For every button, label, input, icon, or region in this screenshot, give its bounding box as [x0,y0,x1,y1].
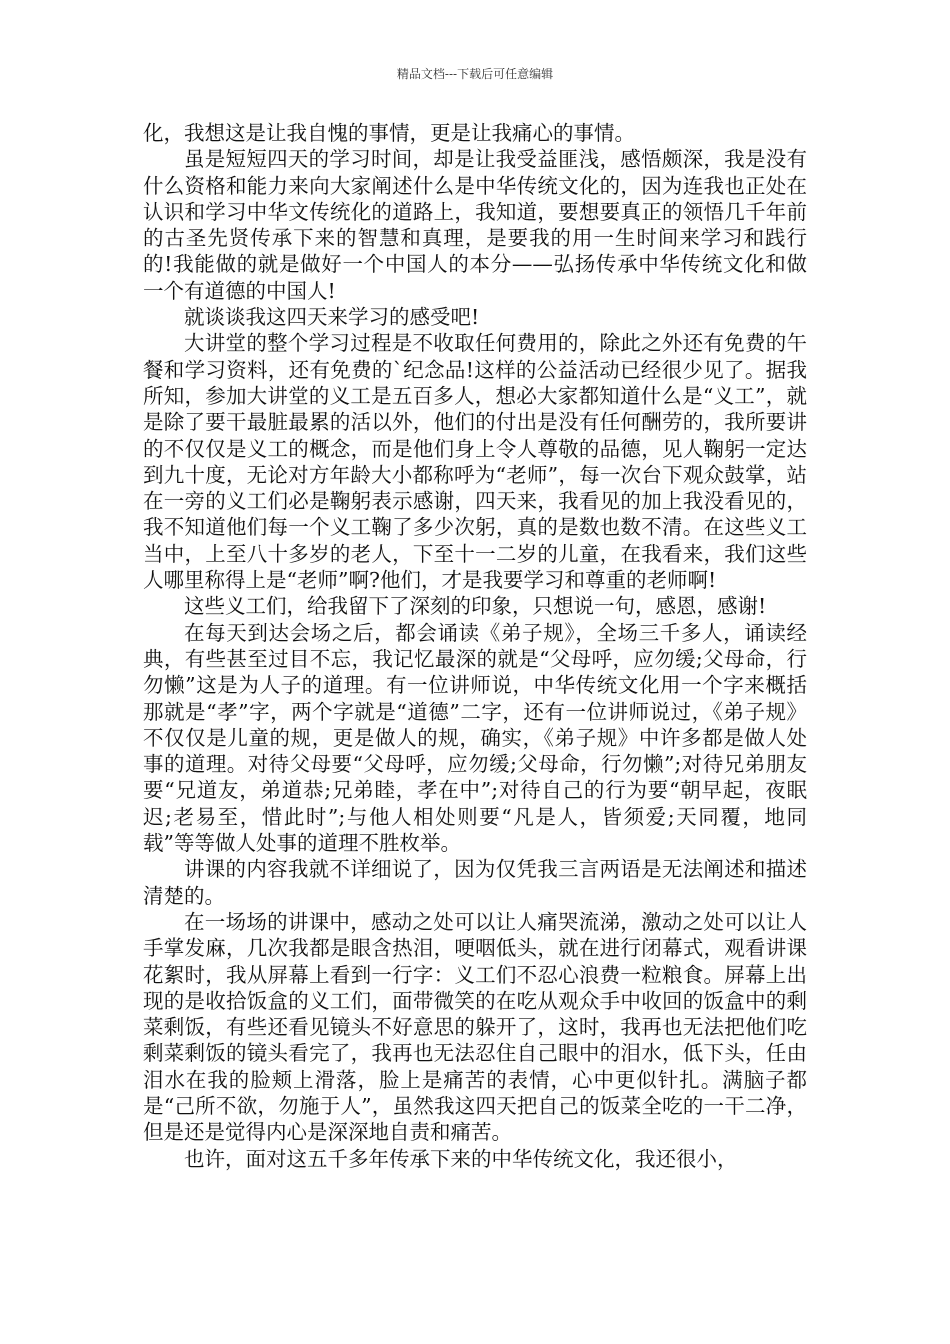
paragraph: 在一场场的讲课中，感动之处可以让人痛哭流涕，激动之处可以让人手掌发麻，几次我都是眼含热泪，哽咽低头，就在进行闭幕式，观看讲课花絮时，我从屏幕上看到一行字：义工们不忍心浪费一粒粮食。屏幕上出现的是收拾饭盒的义工们，面带微笑的在吃从观众手中收回的饭盒中的剩菜剩饭，有些还看见镜头不好意思的躲开了，这时，我再也无法把他们吃剩菜剩饭的镜头看完了，我再也无法忍住自己眼中的泪水，低下头，任由泪水在我的脸颊上滑落，脸上是痛苦的表情，心中更似针扎。满脑子都是“己所不欲，勿施于人”，虽然我这四天把自己的饭菜全吃的一干二净，但是还是觉得内心是深深地自责和痛苦。 [143,909,807,1145]
paragraph-continuation: 化，我想这是让我自愧的事情，更是让我痛心的事情。 [143,121,635,145]
paragraph: 虽是短短四天的学习时间，却是让我受益匪浅，感悟颇深，我是没有什么资格和能力来向大家阐述什么是中华传统文化的，因为连我也正处在认识和学习中华文传统化的道路上，我知道，要想要真正的领悟几千年前的古圣先贤传承下来的智慧和真理，是要我的用一生时间来学习和践行的!我能做的就是做好一个中国人的本分——弘扬传承中华传统文化和做一个有道德的中国人! [143,147,807,303]
paragraph: 讲课的内容我就不详细说了，因为仅凭我三言两语是无法阐述和描述清楚的。 [143,857,807,908]
paragraph: 这些义工们，给我留下了深刻的印象，只想说一句，感恩，感谢! [184,594,767,619]
paragraph: 也许，面对这五千多年传承下来的中华传统文化，我还很小， [184,1146,738,1171]
document-body [143,120,807,1172]
page-header: 精品文档---下载后可任意编辑 [396,67,554,81]
paragraph: 在每天到达会场之后，都会诵读《弟子规》，全场三千多人，诵读经典，有些甚至过目不忘，我记忆最深的就是“父母呼，应勿缓;父母命，行勿懒”这是为人子的道理。有一位讲师说，中华传统文化用一个字来概括那就是“孝”字，两个字就是“道德”二字，还有一位讲师说过，《弟子规》不仅仅是儿童的规，更是做人的规，确实，《弟子规》中许多都是做人处事的道理。对待父母要“父母呼，应勿缓;父母命，行勿懒”;对待兄弟朋友要“兄道友，弟道恭;兄弟睦，孝在中”;对待自己的行为要“朝早起，夜眠迟;老易至，惜此时”;与他人相处则要“凡是人，皆须爱;天同覆，地同载”等等做人处事的道理不胜枚举。 [143,620,807,856]
paragraph: 大讲堂的整个学习过程是不收取任何费用的，除此之外还有免费的午餐和学习资料，还有免费的`纪念品!这样的公益活动已经很少见了。据我所知，参加大讲堂的义工是五百多人，想必大家都知道什么是“义工”，就是除了要干最脏最累的活以外，他们的付出是没有任何酬劳的，我所要讲的不仅仅是义工的概念，而是他们身上令人尊敬的品德，见人鞠躬一定达到九十度，无论对方年龄大小都称呼为“老师”，每一次台下观众鼓掌，站在一旁的义工们必是鞠躬表示感谢，四天来，我看见的加上我没看见的，我不知道他们每一个义工鞠了多少次躬，真的是数也数不清。在这些义工当中，上至八十多岁的老人，下至十一二岁的儿童，在我看来，我们这些人哪里称得上是“老师”啊?他们，才是我要学习和尊重的老师啊! [143,331,807,593]
paragraph: 就谈谈我这四天来学习的感受吧! [184,305,480,330]
